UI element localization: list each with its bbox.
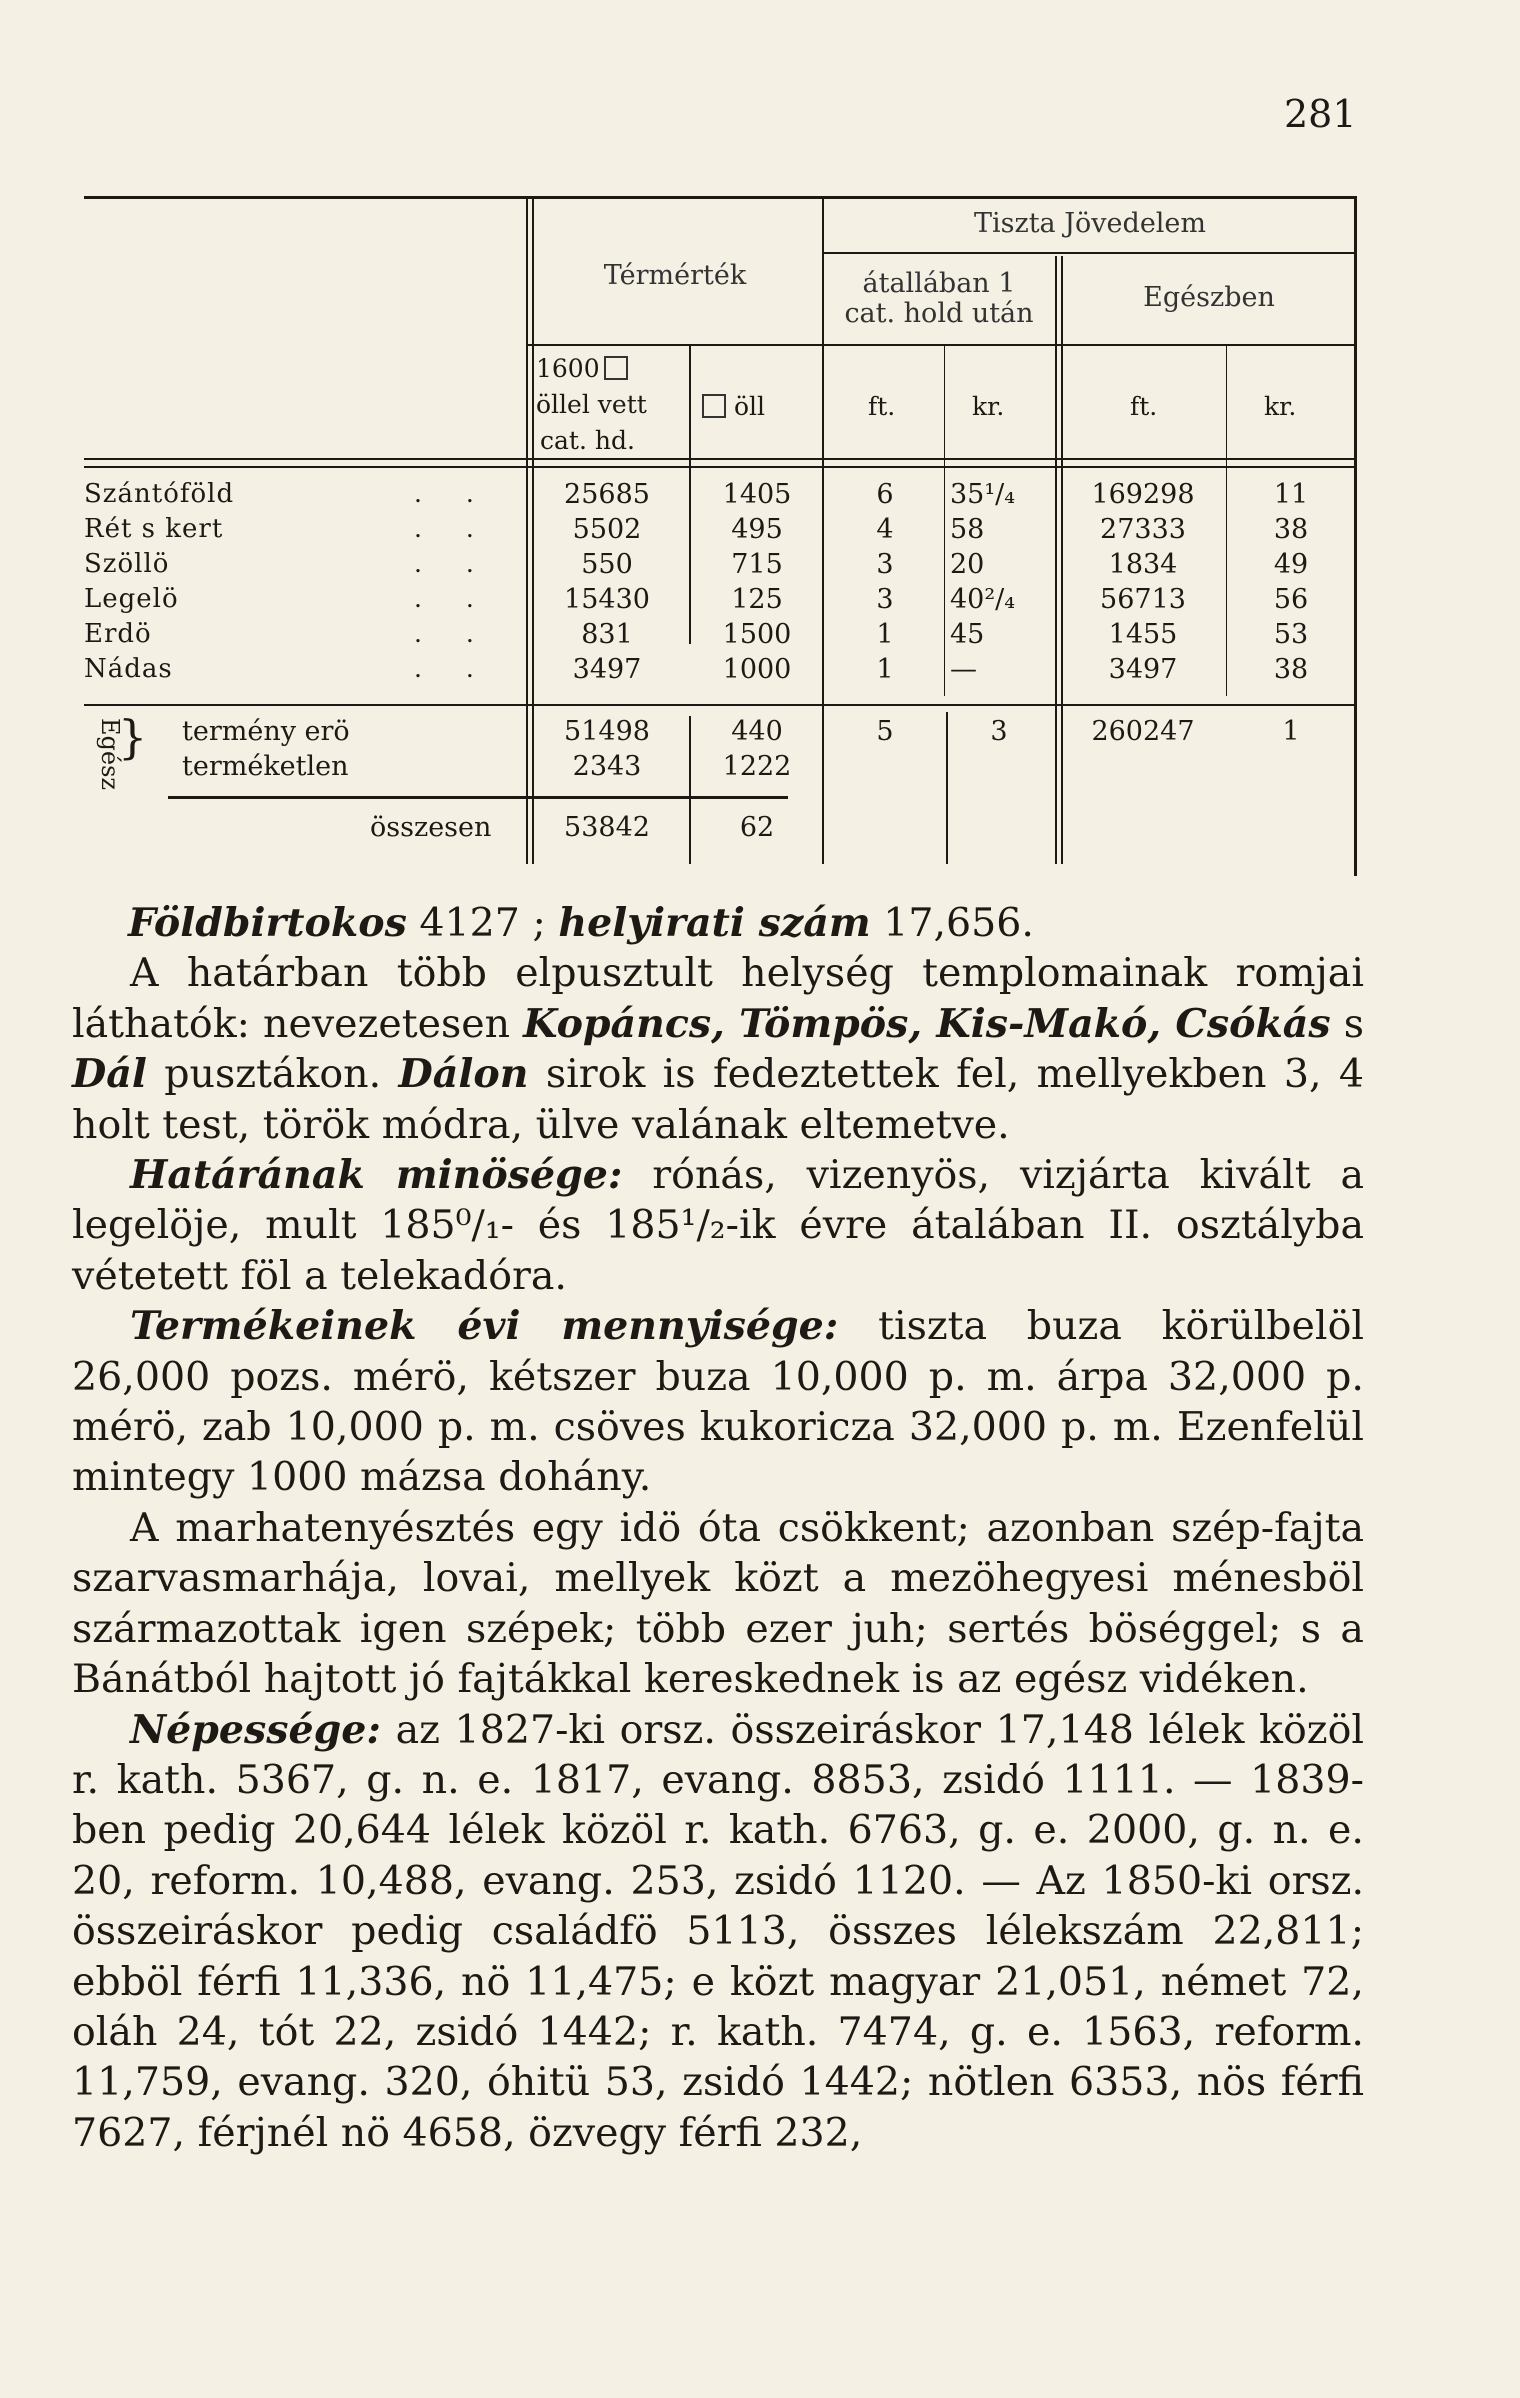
body-text [72, 898, 1364, 2158]
place-name: Dál [72, 1051, 147, 1098]
leader-dots: . . [414, 654, 492, 683]
header-col1-b: öllel vett [536, 390, 647, 419]
text-span: 4127 ; [406, 900, 559, 946]
paragraph-landowners [72, 898, 1364, 948]
text-span: az 1827-ki orsz. összeiráskor 17,148 lélek közöl r. kath. 5367, g. n. e. 1817, evang. 8853, zsidó 1111. — 1839-ben pedig 20,644 lélek közöl r. kath. 6763, g. e. 2000, g. n. e. 20, reform. 10,488, evang. 253, zsidó 1120. — Az 1850-ki orsz. összeiráskor pedig családfö 5113, összes lélekszám 22,811; ebböl férfi 11,336, nö 11,475; e közt magyar 21,051, német 72, oláh 24, tót 22, zsidó 1442; r. kath. 7474, g. e. 1563, reform. 11,759, evang. 320, óhitü 53, zsidó 1442; nötlen 6353, nös férfi 7627, férjnél nö 4658, özvegy férfi 232, [72, 1706, 1364, 2156]
header-atallaban: átallában 1 [862, 268, 1016, 299]
summary-total-b: 62 [739, 812, 775, 843]
brace-icon: } [118, 710, 148, 764]
paragraph-livestock: A marhatenyésztés egy idö óta csökkent; azonban szép-fajta szarvasmarhája, lovai, mellyek közt a mezöhegyesi ménesböl származottak igen szépek; több ezer juh; sertés böséggel; s a Bánátból hajtott jó fajtákkal kereskednek is az egész vidéken. [72, 1504, 1364, 1703]
table-cell: 1405 [722, 479, 792, 510]
paragraph-ruins [72, 948, 1364, 1150]
table-cell: 550 [581, 549, 633, 580]
place-name: Dálon [398, 1051, 529, 1098]
table-cell: 3497 [572, 654, 642, 685]
section-heading: Termékeinek évi mennyisége: [130, 1303, 839, 1350]
table-cell: 1000 [722, 654, 792, 685]
table-cell: 3 [876, 549, 894, 580]
header-col2: öll [733, 392, 765, 421]
leader-dots: . . [414, 619, 492, 648]
summary-d: 3 [990, 716, 1008, 747]
table-cell: 15430 [564, 584, 650, 615]
page-number: 281 [1284, 92, 1357, 136]
table-cell: 1834 [1108, 549, 1178, 580]
summary-f: 1 [1282, 716, 1300, 747]
summary-row2-a: 2343 [572, 751, 642, 782]
table-cell: 125 [731, 584, 783, 615]
paragraph-produce [72, 1301, 1364, 1503]
leader-dots: . . [414, 584, 492, 613]
table-cell: 40²/₄ [950, 584, 1016, 615]
summary-c: 5 [876, 716, 894, 747]
row-label: Rét s kert [84, 514, 224, 544]
table-cell: 1455 [1108, 619, 1178, 650]
row-label: Nádas [84, 654, 173, 684]
place-names: Kopáncs, Tömpös, Kis-Makó, Csókás [523, 1000, 1331, 1047]
header-kr: kr. [972, 392, 1005, 421]
table-cell: 4 [876, 514, 894, 545]
land-owners-label: Földbirtokos [128, 900, 407, 946]
leader-dots: . . [414, 479, 492, 508]
summary-row1-label: termény erö [182, 716, 350, 747]
header-termertek: Térmérték [603, 260, 747, 291]
table-cell: 35¹/₄ [950, 479, 1016, 510]
place-number-label: helyirati szám [558, 900, 871, 946]
table-cell: 1 [876, 619, 894, 650]
text-span: pusztákon. [146, 1051, 399, 1098]
header-egeszben: Egészben [1143, 282, 1275, 313]
table-cell: 11 [1273, 479, 1309, 510]
table-cell: 45 [950, 619, 985, 650]
table-cell: 49 [1273, 549, 1309, 580]
table-cell: 38 [1273, 654, 1309, 685]
table-cell: 715 [731, 549, 783, 580]
square-icon [604, 356, 628, 380]
table-cell: 1 [876, 654, 894, 685]
table-cell: 53 [1273, 619, 1309, 650]
summary-row1-b: 440 [731, 716, 783, 747]
table-cell: 3497 [1108, 654, 1178, 685]
table-cell: 495 [731, 514, 783, 545]
text-span: rónás, vizenyös, vizjárta kivált a legelöje, mult 185⁰/₁- és 185¹/₂-ik évre átalában II. osztályba vétetett föl a telekadóra. [72, 1152, 1364, 1299]
summary-side-label: Egész [96, 717, 125, 791]
summary-row2-b: 1222 [722, 751, 792, 782]
table-cell: 3 [876, 584, 894, 615]
table-cell: 27333 [1100, 514, 1186, 545]
table-cell: 56 [1273, 584, 1309, 615]
text-span: s [1330, 1000, 1364, 1047]
header-kr-2: kr. [1264, 392, 1297, 421]
summary-total-a: 53842 [564, 812, 650, 843]
row-label: Szöllö [84, 549, 170, 579]
header-ft: ft. [868, 392, 896, 421]
header-col1-a: 1600 [536, 354, 600, 383]
table-cell: 5502 [572, 514, 642, 545]
text-span: sirok is fedeztettek fel, mellyekben 3, 4 holt test, török módra, ülve valának eltemetve. [72, 1051, 1364, 1148]
table-cell: 38 [1273, 514, 1309, 545]
paragraph-population [72, 1705, 1364, 2159]
text-span: 17,656. [870, 900, 1034, 946]
table-cell: 25685 [564, 479, 650, 510]
paragraph-land-quality [72, 1150, 1364, 1301]
section-heading: Népessége: [130, 1706, 381, 1753]
square-icon [702, 394, 726, 418]
table-cell: 831 [581, 619, 633, 650]
summary-row1-a: 51498 [564, 716, 650, 747]
header-cat-hold: cat. hold után [844, 298, 1034, 329]
header-ft-2: ft. [1130, 392, 1158, 421]
summary-row2-label: terméketlen [182, 751, 349, 782]
row-label: Legelö [84, 584, 179, 614]
summary-e: 260247 [1091, 716, 1195, 747]
leader-dots: . . [414, 549, 492, 578]
leader-dots: . . [414, 514, 492, 543]
row-label: Erdö [84, 619, 152, 649]
table-cell: 20 [950, 549, 985, 580]
header-col1-c: cat. hd. [540, 426, 635, 455]
table-cell: 6 [876, 479, 894, 510]
section-heading: Határának minösége: [130, 1152, 623, 1199]
table-cell: 58 [950, 514, 985, 545]
text-span: tiszta buza körülbelöl 26,000 pozs. mérö, kétszer buza 10,000 p. m. árpa 32,000 p. mérö, zab 10,000 p. m. csöves kukoricza 32,000 p. m. Ezenfelül mintegy 1000 mázsa dohány. [72, 1303, 1364, 1501]
text-span: A határban több elpusztult helység templomainak romjai láthatók: nevezetesen [72, 950, 1364, 1047]
income-table [84, 196, 1356, 876]
table-cell: 56713 [1100, 584, 1186, 615]
summary-total-label: összesen [370, 812, 492, 843]
header-tiszta-jovedelem: Tiszta Jövedelem [973, 208, 1207, 239]
table-cell: — [950, 654, 977, 685]
table-cell: 1500 [722, 619, 792, 650]
row-label: Szántóföld [84, 479, 235, 509]
table-cell: 169298 [1091, 479, 1195, 510]
